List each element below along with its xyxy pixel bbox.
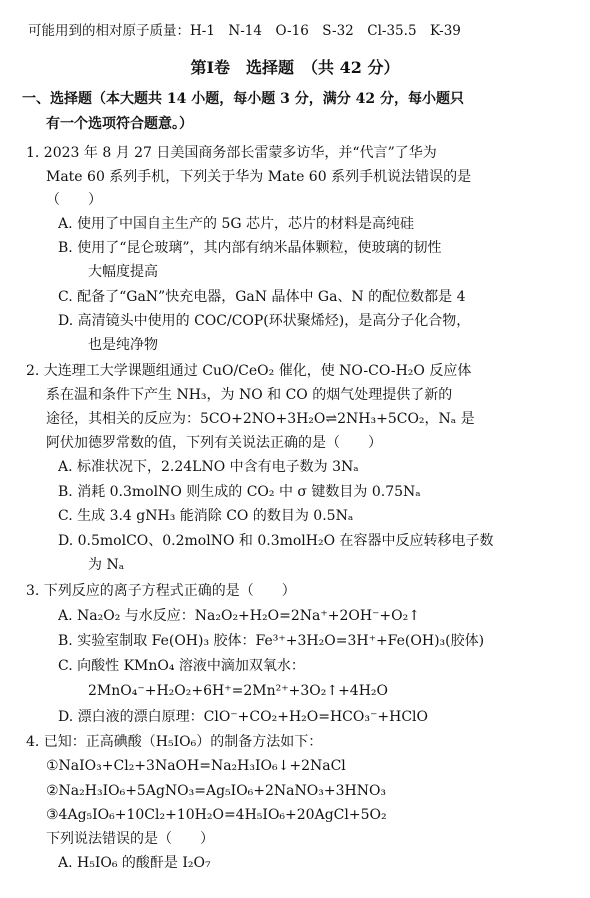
q4-question-prompt: 下列说法错误的是（ ）	[46, 831, 214, 847]
q2-stem-line-3: 途径，其相关的反应为：5CO+2NO+3H₂O⇌2NH₃+5CO₂，Nₐ 是	[46, 411, 475, 427]
q1-option-b: B. 使用了“昆仑玻璃”，其内部有纳米晶体颗粒，使玻璃的韧性	[58, 240, 442, 256]
q1-option-b-continued: 大幅度提高	[88, 264, 158, 280]
q4-equation-1: ①NaIO₃+Cl₂+3NaOH=Na₂H₃IO₆↓+2NaCl	[46, 758, 346, 774]
q3-option-b: B. 实验室制取 Fe(OH)₃ 胶体：Fe³⁺+3H₂O=3H⁺+Fe(OH)₃(胶体)	[58, 633, 485, 649]
q2-option-c: C. 生成 3.4 gNH₃ 能消除 CO 的数目为 0.5Nₐ	[58, 508, 354, 524]
q3-option-c: C. 向酸性 KMnO₄ 溶液中滴加双氧水：	[58, 658, 305, 674]
q1-option-d: D. 高清镜头中使用的 COC/COP(环状聚烯烃)，是高分子化合物，	[58, 313, 471, 329]
instructions-line-1: 一、选择题（本大题共 14 小题，每小题 3 分，满分 42 分，每小题只	[22, 91, 464, 107]
q4-stem: 4. 已知：正高碘酸（H₅IO₆）的制备方法如下：	[26, 734, 323, 750]
q1-option-d-continued: 也是纯净物	[88, 337, 158, 353]
q2-option-d: D. 0.5molCO、0.2molNO 和 0.3molH₂O 在容器中反应转移电子数	[58, 533, 494, 549]
q2-option-a: A. 标准状况下，2.24LNO 中含有电子数为 3Nₐ	[58, 459, 359, 475]
q3-option-c-equation: 2MnO₄⁻+H₂O₂+6H⁺=2Mn²⁺+3O₂↑+4H₂O	[88, 683, 389, 699]
q2-option-d-continued: 为 Nₐ	[88, 557, 125, 573]
q1-option-a: A. 使用了中国自主生产的 5G 芯片，芯片的材料是高纯硅	[58, 216, 415, 232]
q3-option-a: A. Na₂O₂ 与水反应：Na₂O₂+H₂O=2Na⁺+2OH⁻+O₂↑	[58, 608, 420, 624]
atomic-masses-line: 可能用到的相对原子质量：H-1 N-14 O-16 S-32 Cl-35.5 K-39	[28, 23, 461, 39]
q2-option-b: B. 消耗 0.3molNO 则生成的 CO₂ 中 σ 键数目为 0.75Nₐ	[58, 484, 421, 500]
q2-stem-line-2: 系在温和条件下产生 NH₃，为 NO 和 CO 的烟气处理提供了新的	[46, 387, 453, 403]
q2-stem-line-4: 阿伏加德罗常数的值，下列有关说法正确的是（ ）	[46, 435, 382, 451]
q1-answer-blank: （ ）	[46, 192, 102, 208]
q4-equation-3: ③4Ag₅IO₆+10Cl₂+10H₂O=4H₅IO₆+20AgCl+5O₂	[46, 807, 387, 823]
q4-equation-2: ②Na₂H₃IO₆+5AgNO₃=Ag₅IO₆+2NaNO₃+3HNO₃	[46, 783, 387, 799]
instructions-line-2: 有一个选项符合题意。）	[46, 116, 193, 132]
q4-option-a: A. H₅IO₆ 的酸酐是 I₂O₇	[58, 855, 211, 871]
q2-stem-line-1: 2. 大连理工大学课题组通过 CuO/CeO₂ 催化，使 NO-CO-H₂O 反应体	[26, 363, 472, 379]
q1-option-c: C. 配备了“GaN”快充电器，GaN 晶体中 Ga、N 的配位数都是 4	[58, 289, 466, 305]
q1-stem-line-1: 1. 2023 年 8 月 27 日美国商务部长雷蒙多访华，并“代言”了华为	[26, 145, 437, 161]
section-title: 第Ⅰ卷 选择题 （共 42 分）	[190, 59, 400, 77]
q1-stem-line-2: Mate 60 系列手机，下列关于华为 Mate 60 系列手机说法错误的是	[46, 169, 472, 185]
q3-option-d: D. 漂白液的漂白原理：ClO⁻+CO₂+H₂O=HCO₃⁻+HClO	[58, 709, 428, 725]
q3-stem: 3. 下列反应的离子方程式正确的是（ ）	[26, 583, 296, 599]
